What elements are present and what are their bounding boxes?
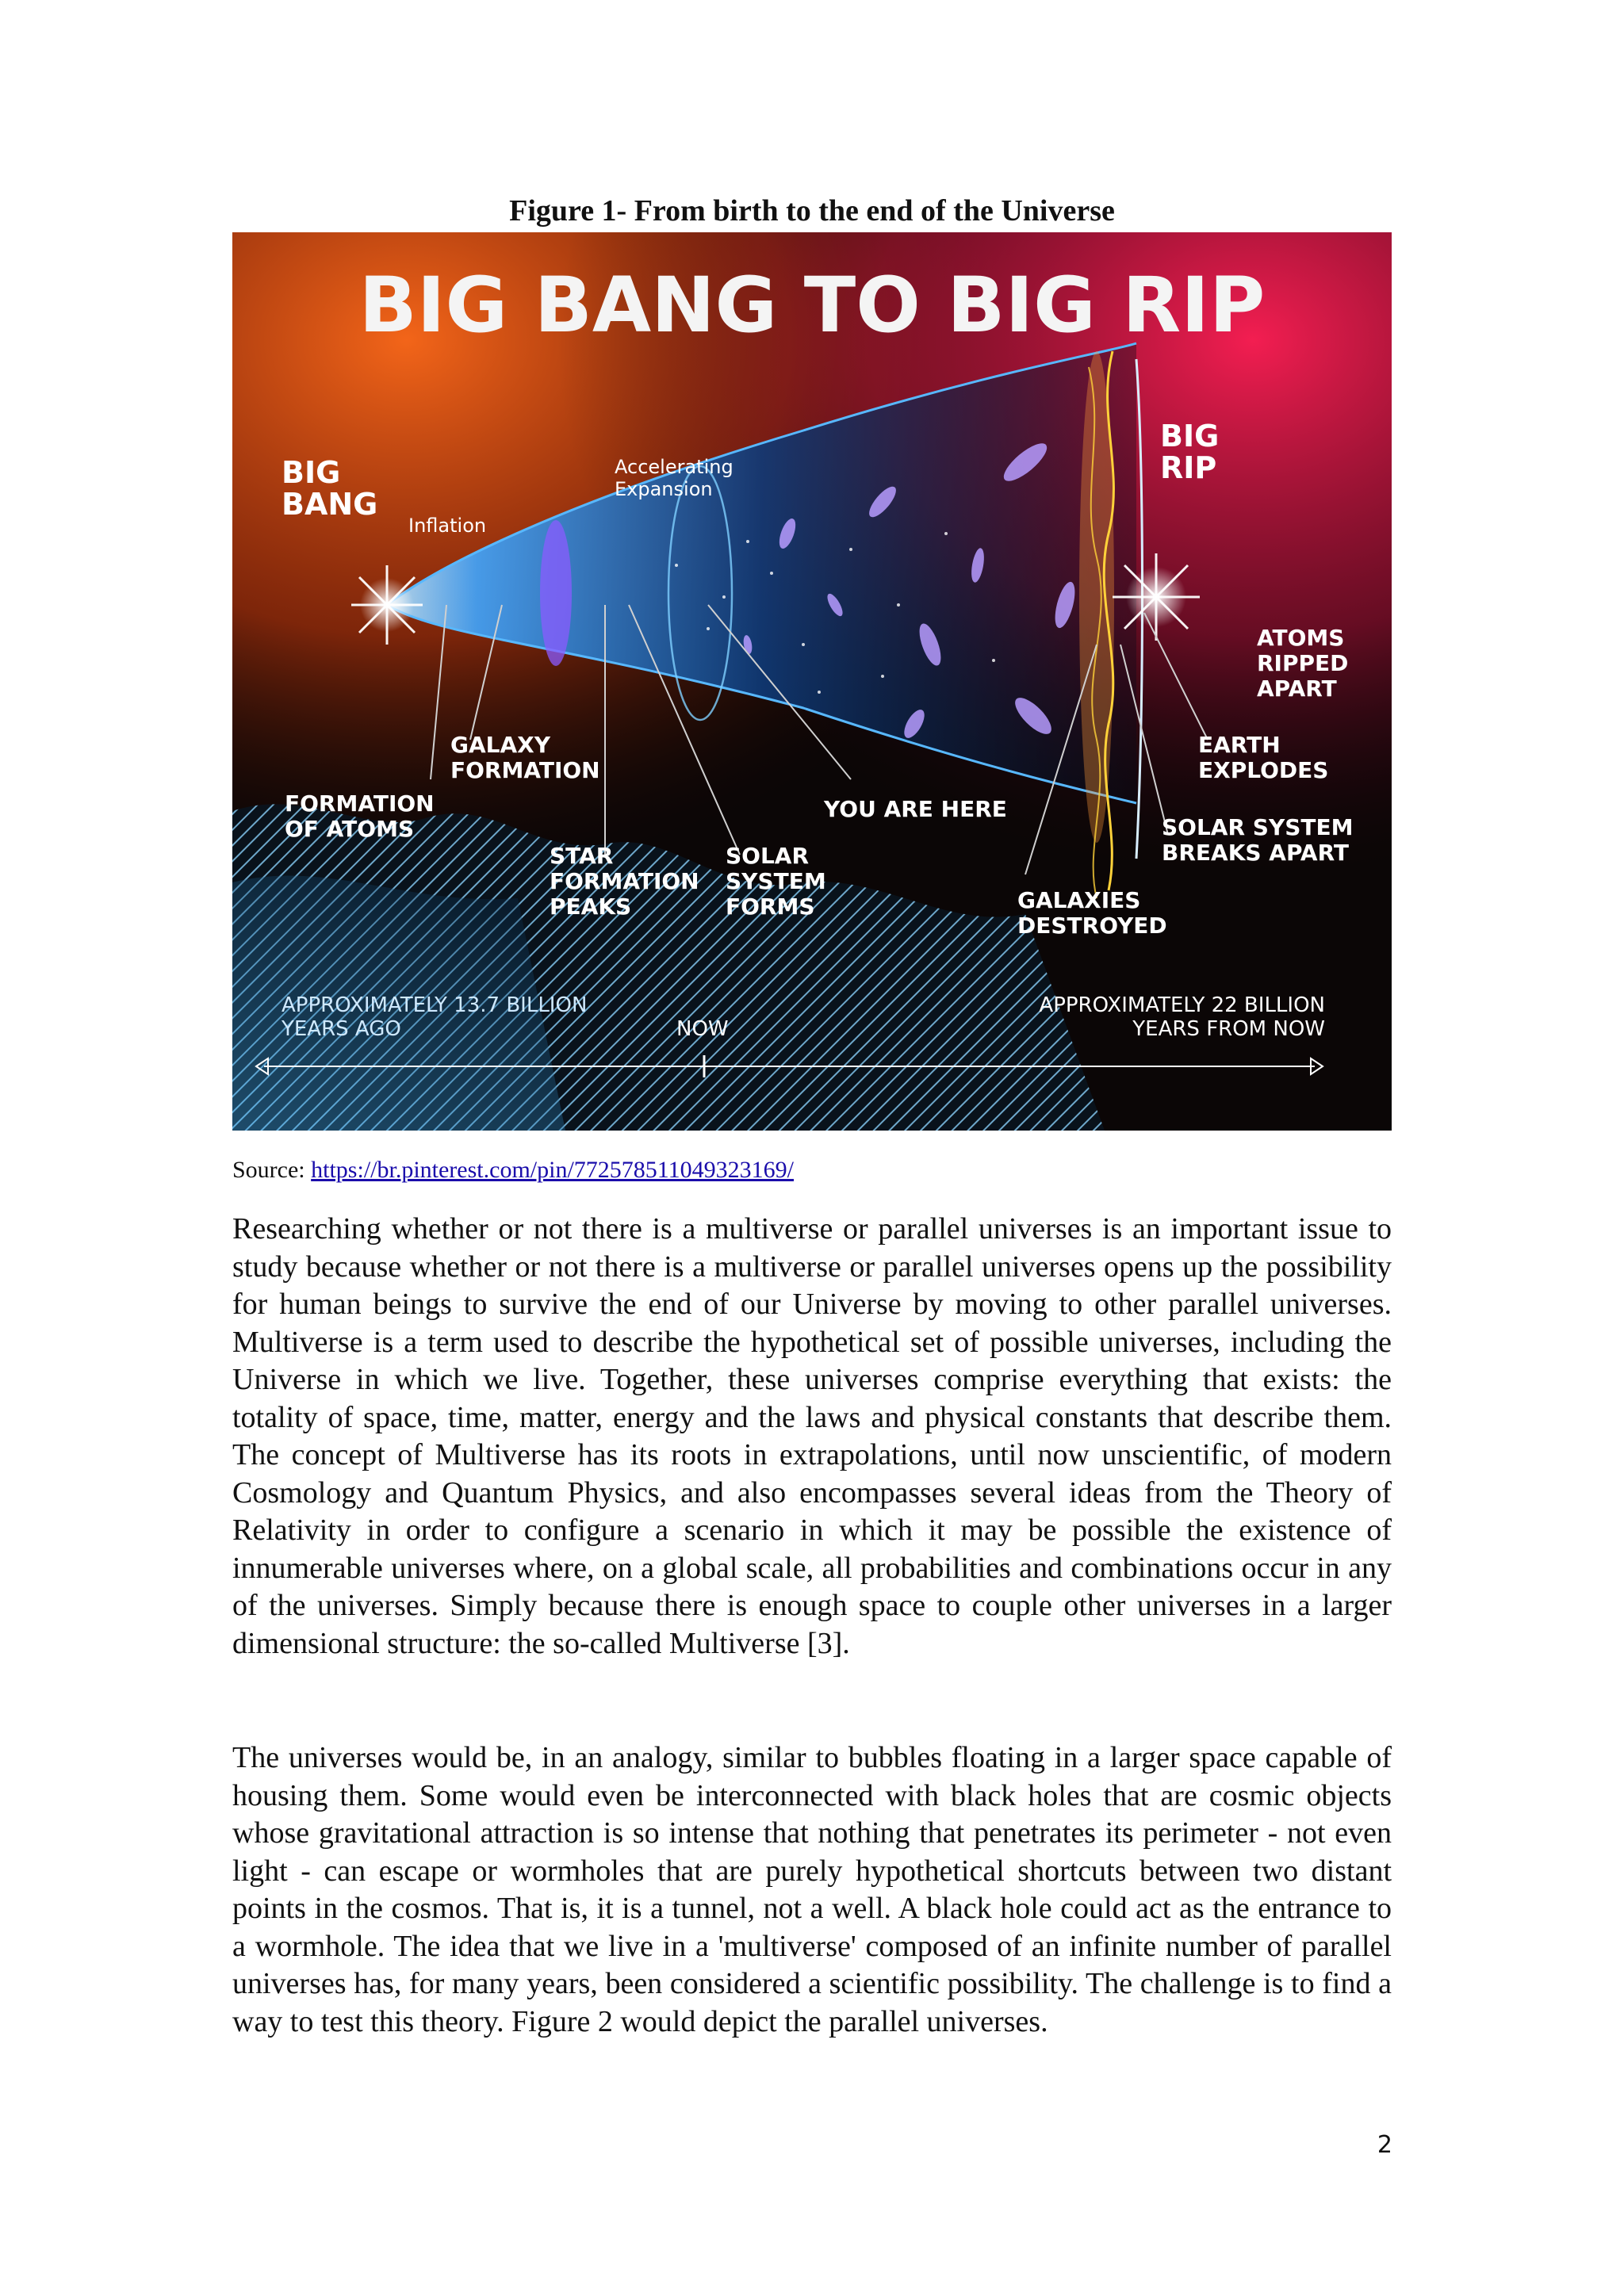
formation-atoms-line-2: OF ATOMS [285,816,415,842]
star-formation-line-1: STAR [550,843,614,869]
formation-atoms-line-1: FORMATION [285,790,435,817]
solar-forms-line-1: SOLAR [726,843,810,869]
galaxies-destroyed-line-1: GALAXIES [1017,887,1141,913]
past-line-2: YEARS AGO [282,1017,401,1041]
big-rip-line-2: RIP [1160,450,1217,485]
figure-source [232,1156,794,1184]
accelerating-line-2: Expansion [615,478,713,500]
big-bang-line-2: BANG [282,487,378,522]
paragraph-2: The universes would be, in an analogy, similar to bubbles floating in a larger space capable of housing them. Some would even be interconnected with black holes that are cosmic objects whose gravitational attraction is so intense that nothing that penetrates its perimeter - not even light - can escape or wormholes that are purely hypothetical shortcuts between two distant points in the cosmos. That is, it is a tunnel, not a well. A black hole could act as the entrance to a wormhole. The idea that we live in a 'multiverse' composed of an infinite number of parallel universes has, for many years, been considered a scientific possibility. The challenge is to find a way to test this theory. Figure 2 would depict the parallel universes. [232,1741,1392,2038]
figure-caption: Figure 1- From birth to the end of the Universe [509,194,1115,228]
future-line-2: YEARS FROM NOW [1132,1017,1325,1041]
now-label: NOW [676,1017,729,1041]
galaxies-destroyed-line-2: DESTROYED [1017,913,1167,939]
future-line-1: APPROXIMATELY 22 BILLION [1039,993,1325,1017]
earth-explodes-line-1: EARTH [1198,732,1281,758]
figure-title: BIG BANG TO BIG RIP [358,261,1266,350]
solar-breaks-line-2: BREAKS APART [1162,840,1350,866]
page-number: 2 [1377,2131,1392,2159]
past-line-1: APPROXIMATELY 13.7 BILLION [282,993,588,1017]
big-rip-line-1: BIG [1160,419,1220,453]
atoms-ripped-line-1: ATOMS [1257,625,1345,651]
galaxy-formation-line-2: FORMATION [450,757,600,783]
big-bang-to-big-rip-image [232,232,1392,1131]
inflation-label: Inflation [408,515,487,537]
you-are-here-label: YOU ARE HERE [824,796,1007,822]
atoms-ripped-line-3: APART [1257,675,1337,702]
big-bang-line-1: BIG [282,455,341,490]
galaxy-formation-line-1: GALAXY [450,732,551,758]
source-label: Source: [232,1157,305,1183]
source-link[interactable]: https://br.pinterest.com/pin/772578511049323169/ [311,1157,795,1183]
solar-breaks-line-1: SOLAR SYSTEM [1162,814,1354,840]
star-formation-line-2: FORMATION [550,868,699,894]
accelerating-line-1: Accelerating [615,456,733,478]
paragraph-1: Researching whether or not there is a multiverse or parallel universes is an important issue to study because whether or not there is a multiverse or parallel universes opens up the possibility for human beings to survive the end of our Universe by moving to other parallel universes. Multiverse is a term used to describe the hypothetical set of possible universes, including the Universe in which we live. Together, these universes comprise everything that exists: the totality of space, time, matter, energy and the laws and physical constants that describe them. The concept of Multiverse has its roots in extrapolations, until now unscientific, of modern Cosmology and Quantum Physics, and also encompasses several ideas from the Theory of Relativity in order to configure a scenario in which it may be possible the existence of innumerable universes where, on a global scale, all probabilities and combinations occur in any of the universes. Simply because there is enough space to couple other universes in a larger dimensional structure: the so-called Multiverse [3]. [232,1212,1392,1660]
atoms-ripped-line-2: RIPPED [1257,650,1349,676]
earth-explodes-line-2: EXPLODES [1198,757,1329,783]
star-formation-line-3: PEAKS [550,894,632,920]
solar-forms-line-2: SYSTEM [726,868,826,894]
solar-forms-line-3: FORMS [726,894,815,920]
